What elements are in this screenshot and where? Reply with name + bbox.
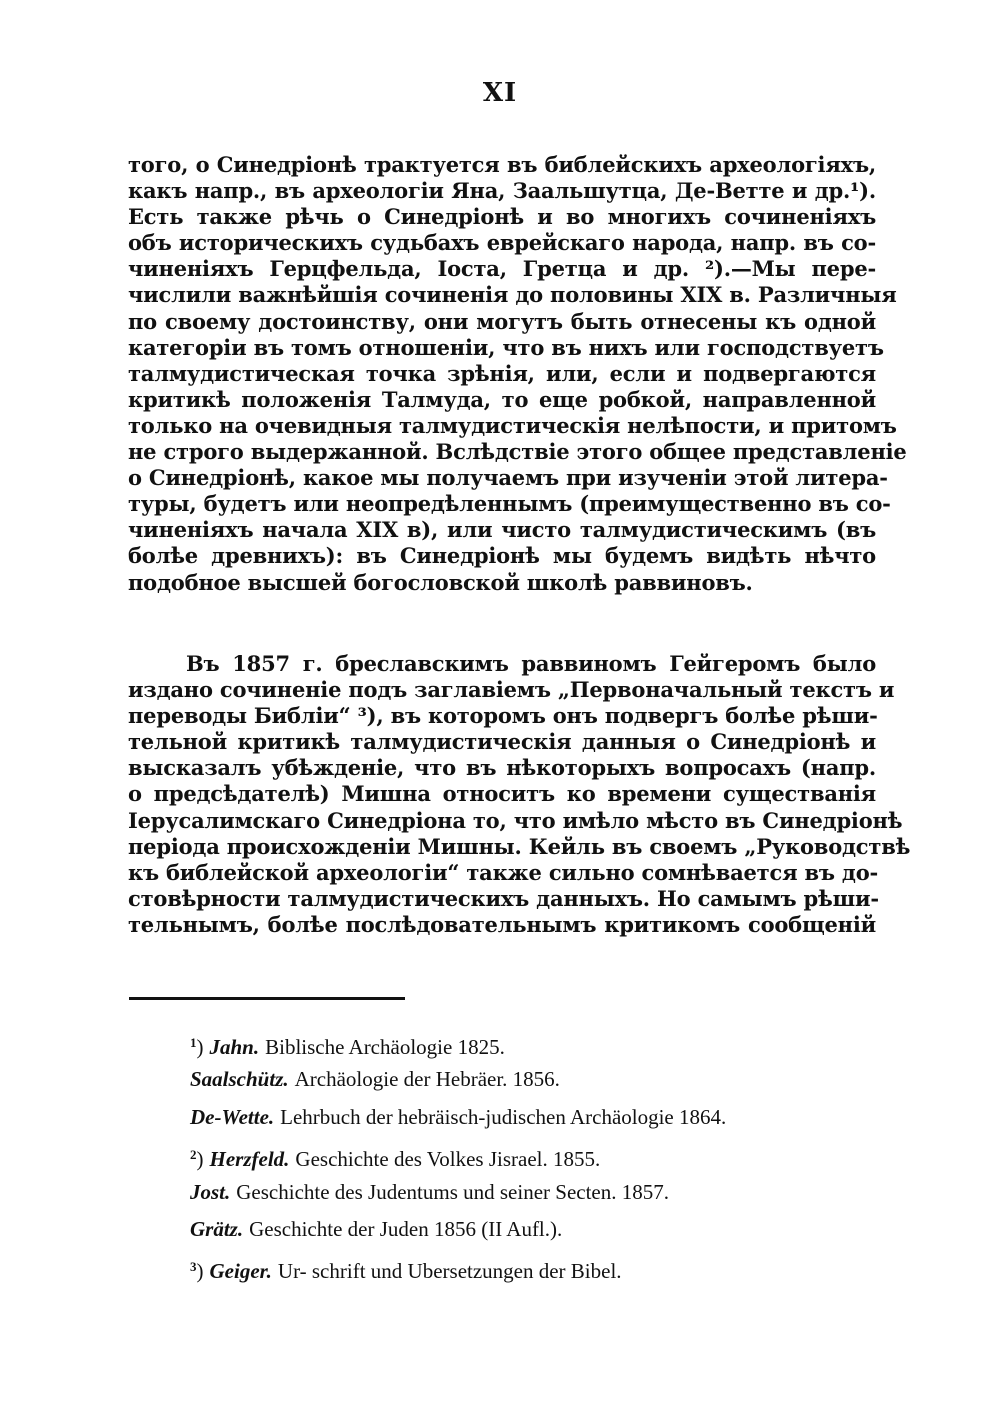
text-line: къ библейской археологіи“ также сильно сомнѣвается въ до- (128, 859, 879, 885)
text-line: издано сочиненіе подъ заглавіемъ „Первоначальный текстъ и (128, 677, 895, 703)
footnote-divider (129, 997, 405, 1000)
footnote-author: Jahn. (209, 1035, 260, 1059)
text-line: туры, будетъ или неопредѣленнымъ (преимущественно въ со- (128, 491, 891, 517)
footnote (190, 1099, 890, 1136)
footnote-mark: 3 (190, 1259, 197, 1275)
text-line: Есть также рѣчь о Синедріонѣ и во многихъ сочиненіяхъ (128, 204, 876, 230)
footnote-mark: 1 (190, 1035, 197, 1050)
footnote (190, 1248, 890, 1285)
footnote-paren: ) (196, 1147, 204, 1172)
text-line: Іерусалимскаго Синедріона то, что имѣло мѣсто въ Синедріонѣ (128, 807, 903, 833)
text-line: того, о Синедріонѣ трактуется въ библейскихъ археологіяхъ, (128, 152, 876, 177)
text-line: по своему достоинству, они могутъ быть отнесены къ одной (128, 308, 876, 334)
footnote-title: Biblische Archäologie 1825. (265, 1035, 505, 1059)
paragraph-1 (128, 152, 907, 596)
text-line: тельнымъ, болѣе послѣдовательнымъ критикомъ сообщеній (128, 911, 876, 937)
text-line: не строго выдержанной. Вслѣдствіе этого общее представленіе (128, 439, 907, 465)
text-line: высказалъ убѣжденіе, что въ нѣкоторыхъ вопросахъ (напр. (128, 755, 876, 781)
footnote (190, 1024, 890, 1061)
footnote-author: Geiger. (209, 1259, 272, 1284)
footnote-title: Lehrbuch der hebräisch-judischen Archäologie 1864. (280, 1104, 727, 1129)
text-line: переводы Библіи“ ³), въ которомъ онъ подвергъ болѣе рѣши- (128, 703, 878, 729)
footnote-author: Saalschütz. (190, 1067, 289, 1092)
text-line: Въ 1857 г. бреславскимъ раввиномъ Гейгеромъ было (186, 651, 876, 676)
footnote-mark: 2 (190, 1147, 197, 1163)
text-line: о Синедріонѣ, какое мы получаемъ при изученіи этой литера- (128, 465, 888, 491)
paragraph-2 (128, 651, 911, 938)
footnote-paren: ) (196, 1035, 204, 1059)
text-line: объ историческихъ судьбахъ еврейскаго народа, напр. въ со- (128, 230, 876, 256)
text-line: чиненіяхъ Герцфельда, Іоста, Гретца и др. ²).—Мы пере- (128, 256, 876, 282)
footnote-title: Geschichte des Volkes Jisrael. 1855. (295, 1147, 601, 1172)
text-line: періода происхожденіи Мишны. Кейль въ своемъ „Руководствѣ (128, 833, 911, 859)
footnotes (190, 1024, 890, 1286)
footnote-title: Geschichte der Juden 1856 (II Aufl.). (249, 1216, 563, 1241)
footnote-paren: ) (196, 1259, 204, 1284)
text-line: только на очевидныя талмудистическія нелѣпости, и притомъ (128, 412, 897, 438)
footnote-author: Herzfeld. (209, 1147, 290, 1172)
footnote-title: Geschichte des Judentums und seiner Secten. 1857. (236, 1179, 670, 1204)
text-line: талмудистическая точка зрѣнія, или, если и подвергаются (128, 360, 876, 386)
text-line: болѣе древнихъ): въ Синедріонѣ мы будемъ видѣть нѣчто (128, 543, 876, 569)
text-line: критикѣ положенія Талмуда, то еще робкой, направленной (128, 386, 876, 412)
text-line: какъ напр., въ археологіи Яна, Заальшутца, Де-Ветте и др.¹). (128, 178, 876, 204)
text-line: числили важнѣйшія сочиненія до половины XIX в. Различныя (128, 282, 897, 308)
text-line: о предсѣдателѣ) Мишна относитъ ко времени существанія (128, 781, 876, 807)
footnote-author: Grätz. (190, 1216, 244, 1241)
footnote-title: Archäologie der Hebräer. 1856. (294, 1067, 560, 1092)
page-number: XI (482, 78, 518, 108)
text-line: категоріи въ томъ отношеніи, что въ нихъ или господствуетъ (128, 334, 884, 360)
text-line: тельной критикѣ талмудистическія данныя о Синедріонѣ и (128, 729, 876, 755)
footnote (190, 1136, 890, 1173)
footnote-title: Ur- schrift und Ubersetzungen der Bibel. (277, 1259, 622, 1284)
text-line: подобное высшей богословской школѣ раввиновъ. (128, 569, 753, 595)
footnote (190, 1061, 890, 1098)
text-line: чиненіяхъ начала XIX в), или чисто талмудистическимъ (въ (128, 517, 876, 543)
footnote (190, 1174, 890, 1211)
footnote (190, 1211, 890, 1248)
footnote-author: De-Wette. (190, 1104, 275, 1129)
text-line: стовѣрности талмудистическихъ данныхъ. Но самымъ рѣши- (128, 885, 879, 911)
footnote-author: Jost. (190, 1179, 231, 1204)
